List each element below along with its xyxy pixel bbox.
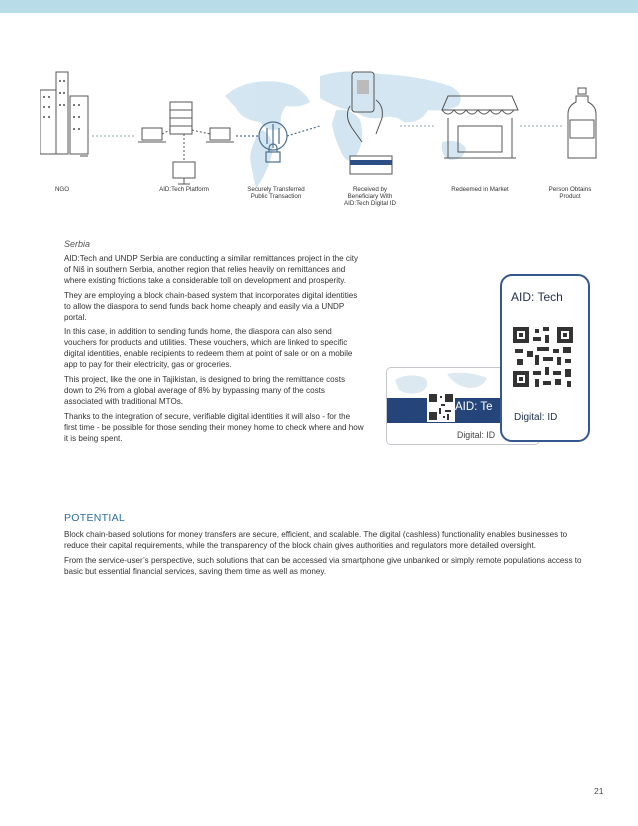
label-ngo: NGO (54, 186, 70, 193)
paragraph: Thanks to the integration of secure, verifiable digital identities it will also - for the first time - be possible for those sending their money home to check where and how it is being spent. (64, 411, 364, 443)
label-received (330, 186, 410, 208)
label-received-line1: Received by (352, 186, 388, 193)
phone-title: AID: Tech (511, 290, 563, 304)
label-transaction-line2: Public Transaction (250, 193, 302, 201)
phone-subtitle: Digital: ID (514, 412, 558, 423)
process-diagram (40, 66, 600, 216)
card-qr-code-icon (427, 392, 455, 422)
card-title: AID: Te (455, 401, 493, 413)
id-card-icon (350, 156, 392, 174)
label-product-line2: Product (559, 193, 581, 201)
product-bottle-icon (568, 88, 596, 158)
label-product-line1: Person Obtains (548, 186, 592, 193)
label-transaction-line1: Securely Transferred (247, 186, 305, 193)
paragraph: They are employing a block chain-based system that incorporates digital identities to allow the diaspora to send funds back home cheaply and easily via a UNDP portal. (64, 290, 358, 322)
label-received-line3: AID:Tech Digital ID (344, 200, 396, 208)
paragraph: This project, like the one in Tajikistan, is designed to bring the remittance costs down to 2% from a global average of 8% by bypassing many of the costs associated with traditional MTOs. (64, 375, 346, 406)
potential-body (64, 529, 594, 581)
top-color-band (0, 0, 638, 13)
section-heading: POTENTIAL (64, 512, 126, 524)
label-received-line2: Beneficiary With (347, 193, 393, 201)
page-number: 21 (594, 786, 604, 796)
paragraph: AID:Tech and UNDP Serbia are conducting a similar remittances project in the city of Niš in southern Serbia, another region that relies heavily on remittances and where existing frictions take a considerable toll on development and prosperity. (64, 254, 359, 285)
card-subtitle: Digital: ID (457, 430, 496, 440)
phone-qr-code-icon (511, 325, 575, 389)
ngo-building-icon (40, 72, 88, 156)
flow-arrows (92, 126, 564, 136)
label-platform: AID:Tech Platform (159, 186, 209, 193)
paragraph: Block chain-based solutions for money transfers are secure, efficient, and scalable. The digital (cashless) functionality enables businesses to reduce their capital requirements, while the transparency of the block chain gives authorities and regulators more detailed oversight. (64, 530, 568, 550)
label-product (540, 186, 600, 200)
paragraph: From the service-user’s perspective, such solutions that can be accessed via smartphone give unbanked or simply remote populations access to basic but essential financial services, saving them time as well as money. (64, 556, 582, 576)
platform-network-icon (138, 102, 234, 184)
article-body (64, 254, 364, 449)
section-label: Serbia (64, 239, 91, 249)
process-illustration (40, 66, 600, 216)
paragraph: In this case, in addition to sending funds home, the diaspora can also send vouchers for products and utilities. These vouchers, which are linked to specific digital identities, enable recipients to redeem them at point of sale or on a mobile app to pay for their electricity, gas or groceries. (64, 327, 353, 370)
label-transaction (236, 186, 316, 200)
label-market: Redeemed in Market (451, 186, 509, 193)
